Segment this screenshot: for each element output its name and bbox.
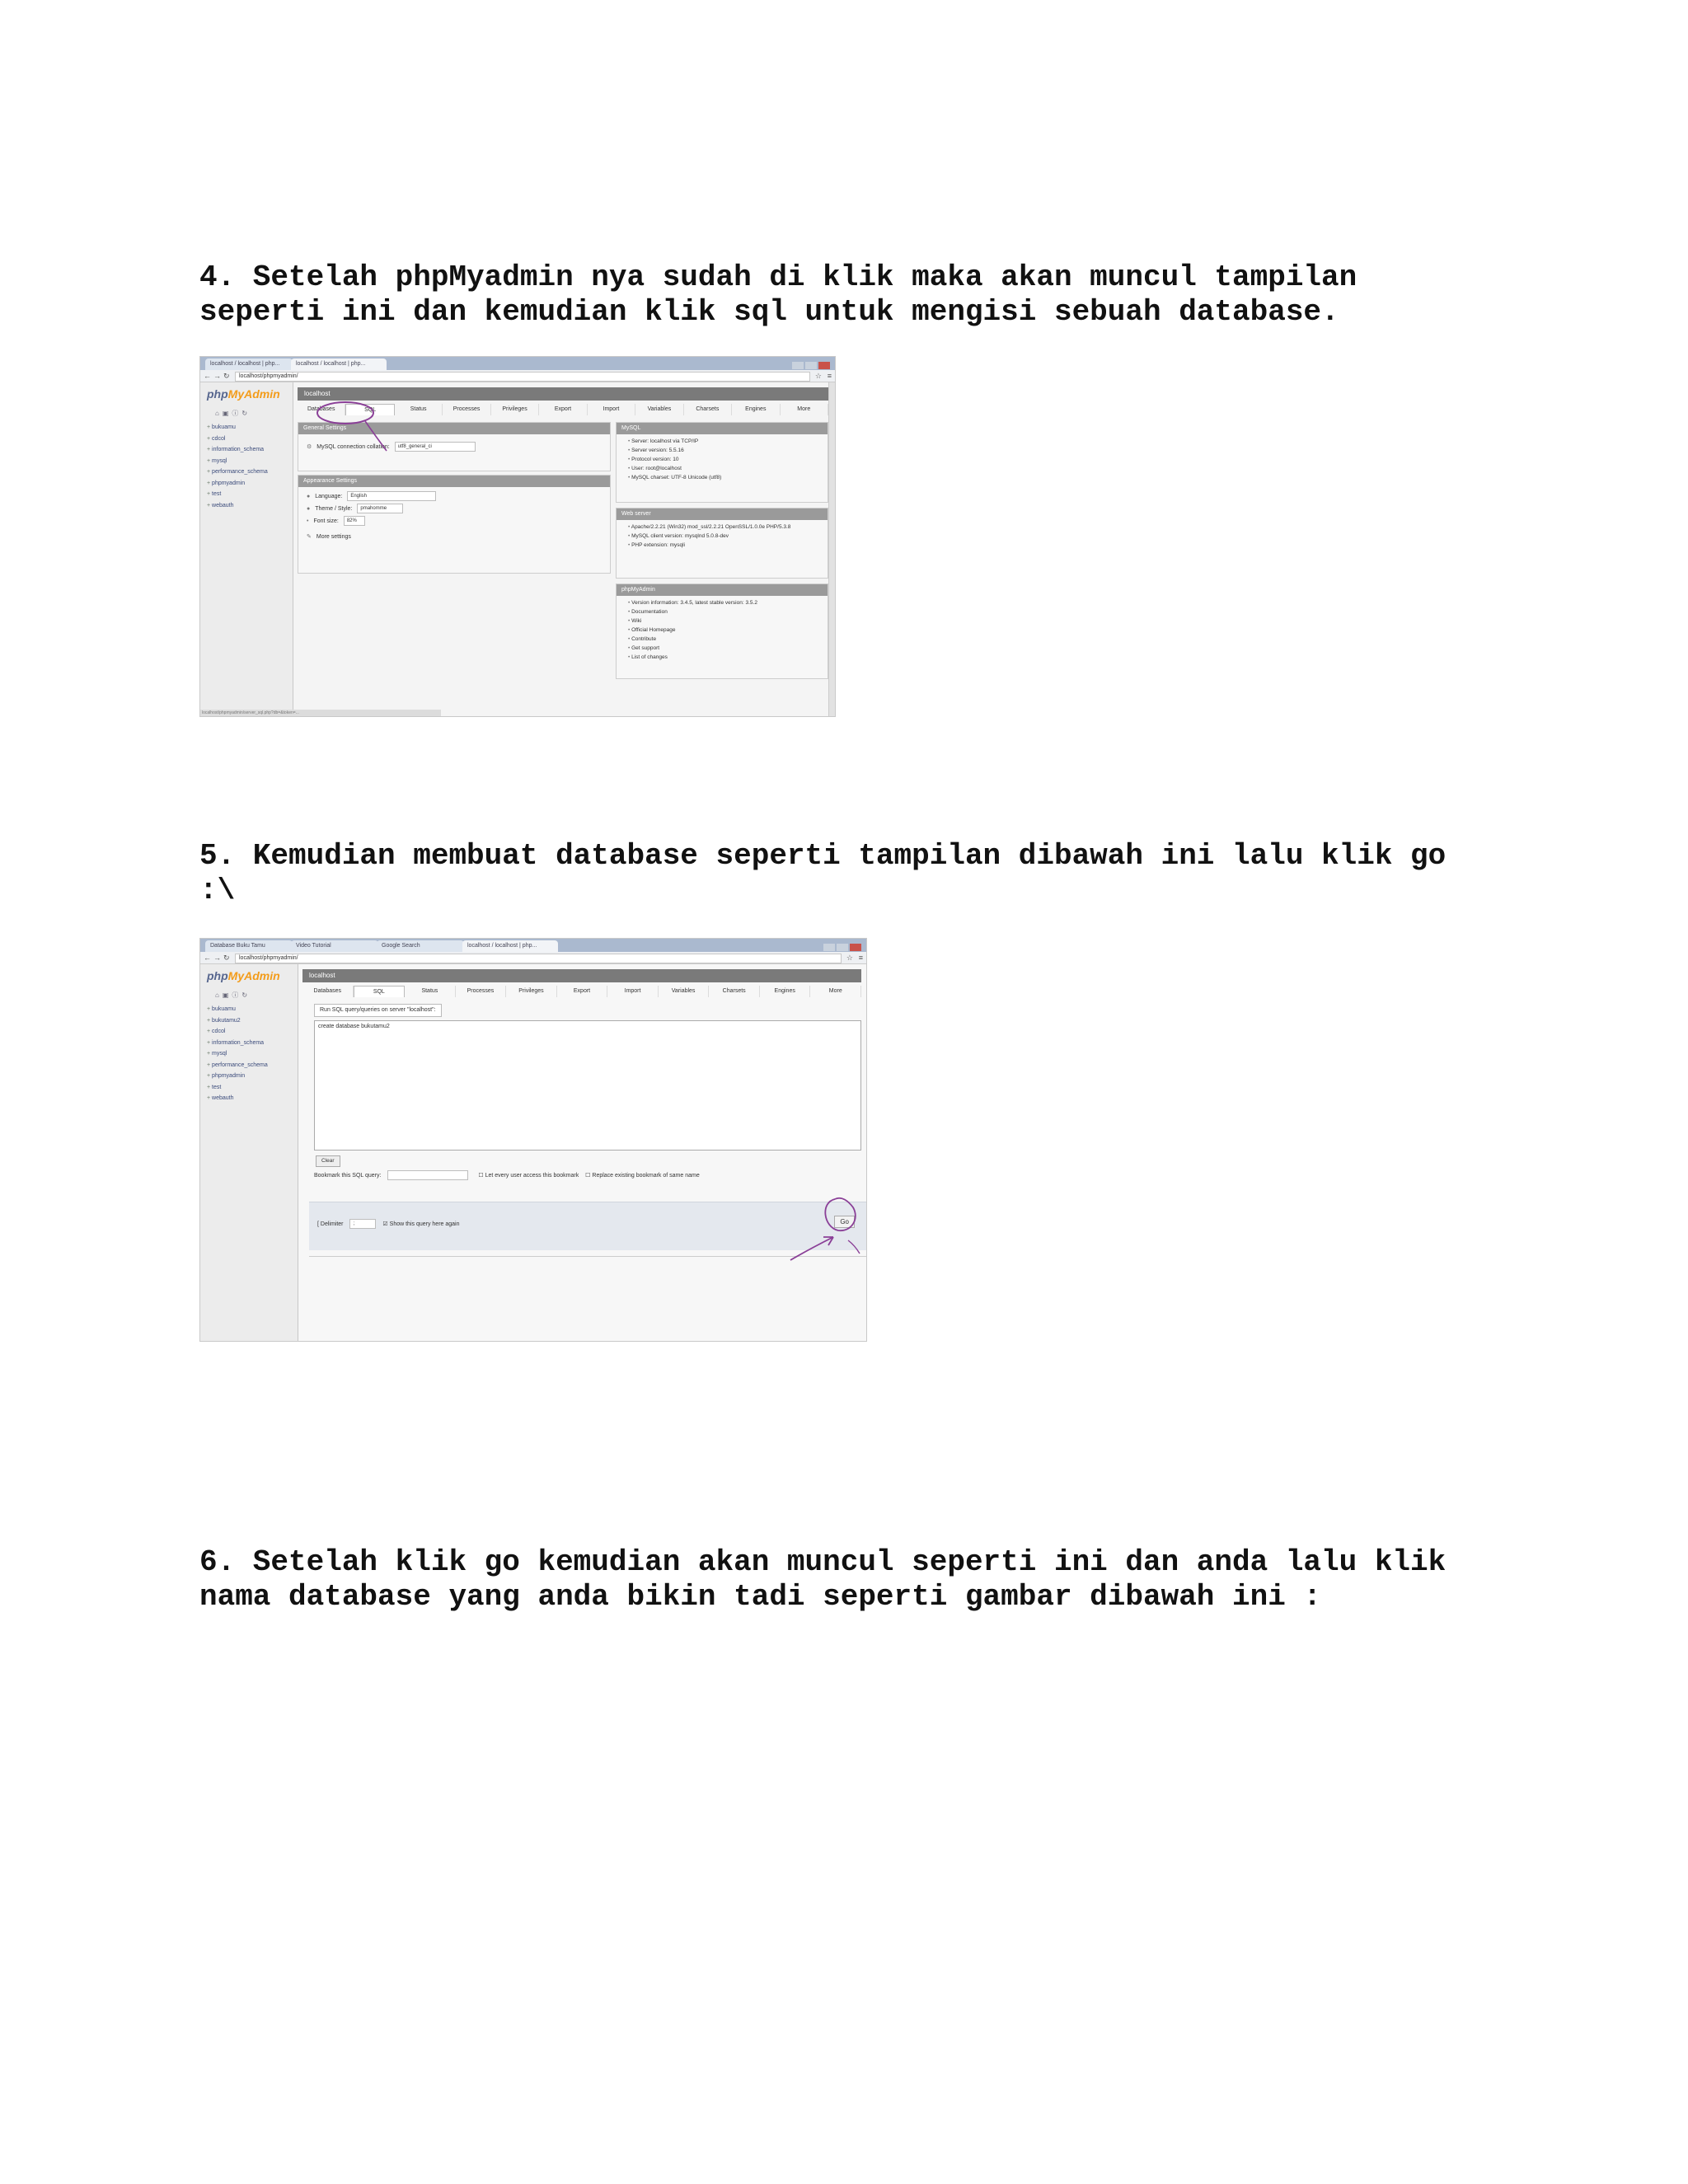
star-icon[interactable]: ☆ — [814, 372, 822, 380]
go-button[interactable]: Go — [834, 1216, 855, 1228]
homepage-link[interactable]: • Official Homepage — [628, 626, 828, 635]
font-size-select[interactable]: 82% — [344, 516, 365, 526]
tab-processes[interactable]: Processes — [456, 986, 507, 997]
tab-variables[interactable]: Variables — [635, 404, 683, 415]
tab-import[interactable]: Import — [588, 404, 635, 415]
browser-tab-bar — [200, 939, 866, 952]
theme-icon: ● — [307, 506, 311, 512]
server-tabs — [298, 404, 828, 415]
server-breadcrumb[interactable]: localhost — [298, 387, 828, 401]
tab-engines[interactable]: Engines — [732, 404, 780, 415]
database-item[interactable]: + performance_schema — [207, 466, 268, 478]
collation-select[interactable]: utf8_general_ci — [395, 442, 476, 452]
tab-import[interactable]: Import — [607, 986, 659, 997]
database-item[interactable]: + information_schema — [207, 444, 268, 456]
close-icon[interactable] — [850, 944, 861, 951]
appearance-settings-panel — [298, 475, 611, 574]
docs-link[interactable]: • Documentation — [628, 607, 828, 616]
database-item[interactable]: + information_schema — [207, 1038, 268, 1049]
database-item[interactable]: + cdcol — [207, 1026, 268, 1038]
settings-icon: ⚙ — [307, 444, 312, 450]
browser-tab-active[interactable]: localhost / localhost | php... — [462, 940, 558, 952]
divider — [309, 1256, 866, 1257]
tab-privileges[interactable]: Privileges — [506, 986, 557, 997]
sql-query-textarea[interactable]: create database bukutamu2 — [314, 1020, 861, 1151]
minimize-icon[interactable] — [792, 362, 804, 369]
docs-icon[interactable]: ⓘ — [232, 991, 242, 999]
database-item[interactable]: + cdcol — [207, 434, 268, 445]
contribute-link[interactable]: • Contribute — [628, 635, 828, 644]
tab-databases[interactable]: Databases — [302, 986, 354, 997]
panel-title: General Settings — [298, 423, 610, 434]
url-field[interactable]: localhost/phpmyadmin/ — [235, 954, 842, 963]
mysql-info-panel — [616, 422, 828, 503]
tab-charsets[interactable]: Charsets — [709, 986, 760, 997]
general-settings-panel — [298, 422, 611, 471]
server-tabs — [302, 986, 861, 997]
sql-icon[interactable]: ▣ — [222, 410, 232, 417]
sql-icon[interactable]: ▣ — [222, 991, 232, 999]
let-users-option[interactable]: Let every user access this bookmark — [485, 1173, 579, 1179]
collation-label: MySQL connection collation: — [316, 444, 390, 450]
database-item[interactable]: + bukutamu2 — [207, 1015, 268, 1027]
tab-status[interactable]: Status — [405, 986, 456, 997]
scrollbar[interactable] — [828, 382, 835, 716]
browser-tab[interactable]: Google Search — [377, 940, 464, 952]
theme-select[interactable]: pmahomme — [357, 504, 403, 513]
database-item[interactable]: + test — [207, 1082, 268, 1094]
pma-main — [298, 382, 828, 716]
docs-icon[interactable]: ⓘ — [232, 410, 242, 417]
browser-tab[interactable]: Database Buku Tamu — [205, 940, 293, 952]
reload-icon[interactable]: ↻ — [241, 410, 251, 417]
pma-main — [302, 964, 866, 1341]
info-item: • PHP extension: mysqli — [628, 541, 828, 550]
reload-icon[interactable]: ↻ — [223, 372, 230, 380]
back-arrow-icon[interactable]: ← — [204, 372, 211, 380]
browser-tab[interactable]: localhost / localhost | php... — [205, 359, 293, 370]
step-4-text: 4. Setelah phpMyadmin nya sudah di klik maka akan muncul tampilan seperti ini dan kemudian klik sql untuk mengisi sebuah database. — [199, 260, 1357, 329]
delimiter-input[interactable]: ; — [349, 1219, 376, 1229]
wiki-link[interactable]: • Wiki — [628, 616, 828, 626]
theme-label: Theme / Style: — [315, 506, 353, 512]
browser-tab[interactable]: Video Tutorial — [291, 940, 378, 952]
tab-more[interactable]: More — [781, 404, 828, 415]
info-item: • User: root@localhost — [628, 464, 828, 473]
url-field[interactable]: localhost/phpmyadmin/ — [235, 372, 810, 382]
wrench-icon: ✎ — [307, 534, 312, 540]
database-item[interactable]: + mysql — [207, 456, 268, 467]
database-item[interactable]: + phpmyadmin — [207, 1071, 268, 1082]
tab-export[interactable]: Export — [557, 986, 608, 997]
tab-databases[interactable]: Databases — [298, 404, 345, 415]
database-list — [207, 422, 268, 511]
window-controls — [822, 940, 863, 949]
go-bar — [309, 1202, 866, 1250]
database-item[interactable]: + performance_schema — [207, 1060, 268, 1071]
info-item: • MySQL charset: UTF-8 Unicode (utf8) — [628, 473, 828, 482]
tab-privileges[interactable]: Privileges — [491, 404, 539, 415]
reload-icon[interactable]: ↻ — [241, 991, 251, 999]
maximize-icon[interactable] — [805, 362, 817, 369]
more-settings-link[interactable]: More settings — [316, 534, 351, 540]
tab-charsets[interactable]: Charsets — [684, 404, 732, 415]
sidebar-icon-row — [215, 409, 251, 418]
database-item[interactable]: + webauth — [207, 1093, 268, 1104]
language-icon: ● — [307, 494, 311, 499]
forward-arrow-icon[interactable]: → — [213, 372, 221, 380]
close-icon[interactable] — [818, 362, 830, 369]
tab-engines[interactable]: Engines — [760, 986, 811, 997]
tab-sql[interactable]: SQL — [354, 986, 406, 997]
home-icon[interactable]: ⌂ — [215, 410, 223, 417]
database-item[interactable]: + test — [207, 489, 268, 500]
bookmark-name-input[interactable] — [387, 1170, 468, 1180]
tab-status[interactable]: Status — [395, 404, 443, 415]
font-size-label: Font size: — [313, 518, 339, 524]
reload-icon[interactable]: ↻ — [223, 954, 230, 962]
wrench-icon[interactable]: ≡ — [858, 954, 863, 962]
tab-variables[interactable]: Variables — [659, 986, 710, 997]
info-item: • MySQL client version: mysqlnd 5.0.8-dev — [628, 532, 828, 541]
tab-export[interactable]: Export — [539, 404, 587, 415]
maximize-icon[interactable] — [837, 944, 848, 951]
browser-tab-bar — [200, 357, 835, 370]
minimize-icon[interactable] — [823, 944, 835, 951]
pma-sidebar — [200, 382, 299, 716]
clear-button[interactable]: Clear — [316, 1155, 340, 1167]
wrench-icon[interactable]: ≡ — [827, 372, 832, 380]
database-list — [207, 1004, 268, 1104]
pma-sidebar — [200, 964, 298, 1341]
info-item: • Server version: 5.5.16 — [628, 446, 828, 455]
checkbox-icon[interactable]: ☐ — [585, 1173, 591, 1179]
info-item: • Server: localhost via TCP/IP — [628, 437, 828, 446]
info-item: • Version information: 3.4.5, latest stable version: 3.5.2 — [628, 598, 828, 607]
database-item[interactable]: + webauth — [207, 500, 268, 512]
window-controls — [790, 359, 832, 367]
home-icon[interactable]: ⌂ — [215, 991, 223, 999]
info-item: • Protocol version: 10 — [628, 455, 828, 464]
star-icon[interactable]: ☆ — [846, 954, 853, 962]
phpmyadmin-info-panel — [616, 583, 828, 679]
phpmyadmin-sql-screenshot — [199, 938, 867, 1342]
database-item[interactable]: + phpmyadmin — [207, 478, 268, 490]
panel-title: MySQL — [617, 423, 828, 434]
bookmark-label: Bookmark this SQL query: — [314, 1173, 382, 1179]
webserver-info-panel — [616, 508, 828, 579]
phpmyadmin-logo[interactable]: phpMyAdmin — [207, 969, 280, 982]
show-query-again-option[interactable]: Show this query here again — [389, 1221, 460, 1227]
sidebar-icon-row — [215, 991, 251, 1000]
language-select[interactable]: English — [347, 491, 436, 501]
phpmyadmin-logo[interactable]: phpMyAdmin — [207, 387, 280, 401]
tab-sql[interactable]: SQL — [345, 404, 394, 415]
query-label: Run SQL query/queries on server "localhost": — [314, 1004, 442, 1017]
panel-title: Web server — [617, 509, 828, 520]
phpmyadmin-home-screenshot — [199, 356, 836, 717]
language-label: Language: — [315, 494, 343, 499]
forward-arrow-icon[interactable]: → — [213, 954, 221, 962]
status-bar: localhost/phpmyadmin/server_sql.php?db=&token=... — [200, 710, 441, 716]
server-breadcrumb[interactable]: localhost — [302, 969, 861, 982]
checkbox-icon[interactable]: ☐ — [478, 1173, 484, 1179]
checkbox-checked-icon[interactable]: ☑ — [382, 1221, 388, 1227]
database-item[interactable]: + bukuamu — [207, 1004, 268, 1015]
tab-more[interactable]: More — [810, 986, 861, 997]
database-item[interactable]: + bukuamu — [207, 422, 268, 434]
address-bar — [200, 952, 866, 964]
back-arrow-icon[interactable]: ← — [204, 954, 211, 962]
step-5-text: 5. Kemudian membuat database seperti tampilan dibawah ini lalu klik go :\ — [199, 839, 1447, 907]
database-item[interactable]: + mysql — [207, 1048, 268, 1060]
replace-bookmark-option[interactable]: Replace existing bookmark of same name — [592, 1173, 700, 1179]
support-link[interactable]: • Get support — [628, 644, 828, 653]
panel-title: Appearance Settings — [298, 476, 610, 487]
bookmark-row — [314, 1170, 861, 1182]
panel-title: phpMyAdmin — [617, 584, 828, 596]
tab-processes[interactable]: Processes — [443, 404, 490, 415]
address-bar — [200, 370, 835, 382]
browser-tab-active[interactable]: localhost / localhost | php... — [291, 359, 387, 370]
changes-link[interactable]: • List of changes — [628, 653, 828, 662]
delimiter-label: [ Delimiter — [317, 1221, 344, 1227]
step-6-text: 6. Setelah klik go kemudian akan muncul seperti ini dan anda lalu klik nama database yang anda bikin tadi seperti gambar dibawah ini : — [199, 1545, 1447, 1614]
info-item: • Apache/2.2.21 (Win32) mod_ssl/2.2.21 OpenSSL/1.0.0e PHP/5.3.8 — [628, 523, 828, 532]
font-size-icon: • — [307, 518, 309, 524]
